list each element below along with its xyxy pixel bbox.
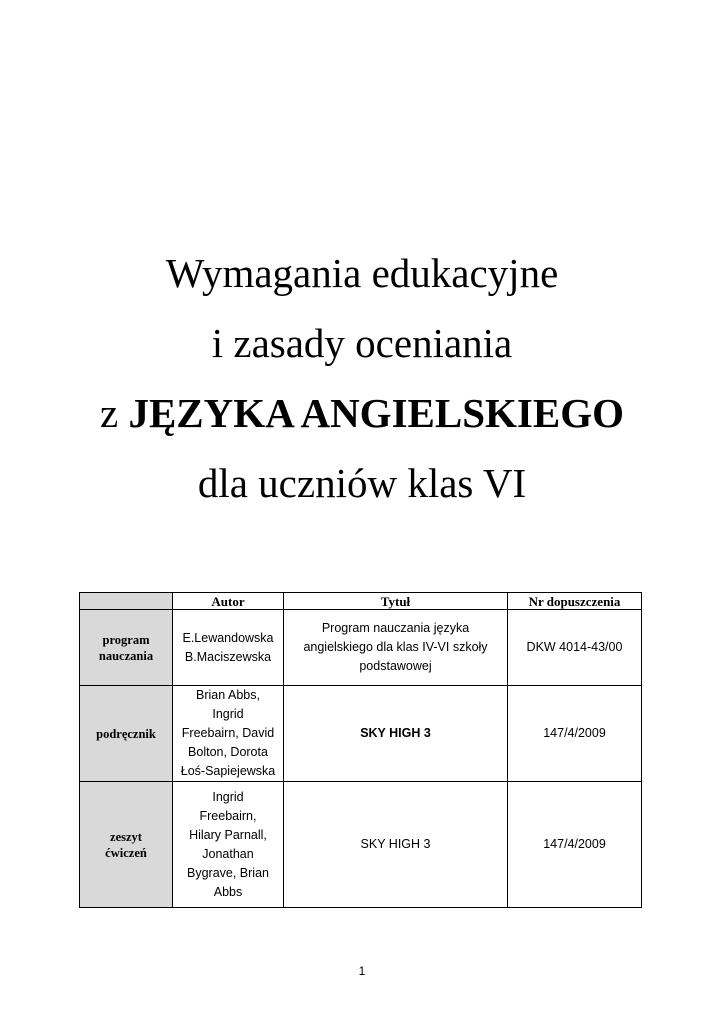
- textbook-info-table: [79, 592, 642, 908]
- author-cell: [173, 782, 284, 908]
- title-line: podstawowej: [359, 659, 432, 673]
- table-header-row: [80, 593, 642, 610]
- author-line: Bygrave, Brian: [187, 865, 269, 880]
- table-row: [80, 782, 642, 908]
- author-line: E.Lewandowska: [182, 630, 274, 645]
- title-cell: [284, 782, 508, 908]
- title-line: SKY HIGH 3: [360, 726, 431, 740]
- title-line: SKY HIGH 3: [360, 837, 431, 851]
- author-line: Ingrid: [212, 707, 244, 721]
- title-cell: [284, 686, 508, 782]
- table-row: [80, 686, 642, 782]
- title-line: angielskiego dla klas IV-VI szkoły: [303, 640, 488, 654]
- author-line: B.Maciszewska: [184, 649, 272, 664]
- title-line-4: dla uczniów klas VI: [197, 460, 527, 506]
- approval-number-cell: 147/4/2009: [508, 782, 642, 908]
- row-label-line: zeszyt: [110, 829, 142, 844]
- title-line-3: [0, 378, 724, 448]
- row-label: [80, 782, 173, 908]
- author-line: Hilary Parnall,: [189, 827, 267, 842]
- row-label-line: program: [102, 632, 150, 647]
- title-cell: [284, 610, 508, 686]
- approval-number-cell: DKW 4014-43/00: [508, 610, 642, 686]
- table-row: [80, 610, 642, 686]
- title-line: Program nauczania języka: [321, 621, 470, 635]
- author-cell: [173, 610, 284, 686]
- approval-number-cell: 147/4/2009: [508, 686, 642, 782]
- page-number: 1: [358, 964, 366, 978]
- author-line: Freebairn,: [199, 808, 257, 823]
- title-line-2: i zasady oceniania: [211, 320, 513, 366]
- author-line: Ingrid: [212, 789, 244, 804]
- row-label: [80, 610, 173, 686]
- author-cell: [173, 686, 284, 782]
- row-label-line: ćwiczeń: [105, 845, 147, 860]
- title-subject: JĘZYKA ANGIELSKIEGO: [128, 390, 625, 436]
- document-title: [0, 238, 724, 518]
- author-line: Brian Abbs,: [196, 688, 260, 702]
- header-blank-cell: [80, 593, 173, 610]
- author-line: Freebairn, David: [181, 726, 275, 740]
- title-line-1: Wymagania edukacyjne: [165, 250, 559, 296]
- author-line: Bolton, Dorota: [188, 745, 268, 759]
- title-prefix: z: [99, 390, 119, 436]
- author-line: Jonathan: [202, 846, 254, 861]
- row-label: [80, 686, 173, 782]
- author-line: Łoś-Sapiejewska: [180, 764, 276, 778]
- header-title: Tytuł: [284, 593, 508, 610]
- row-label-line: nauczania: [98, 648, 154, 663]
- header-approval-number: Nr dopuszczenia: [508, 593, 642, 610]
- author-line: Abbs: [213, 884, 243, 899]
- header-author: Autor: [173, 593, 284, 610]
- row-label-line: podręcznik: [96, 726, 156, 741]
